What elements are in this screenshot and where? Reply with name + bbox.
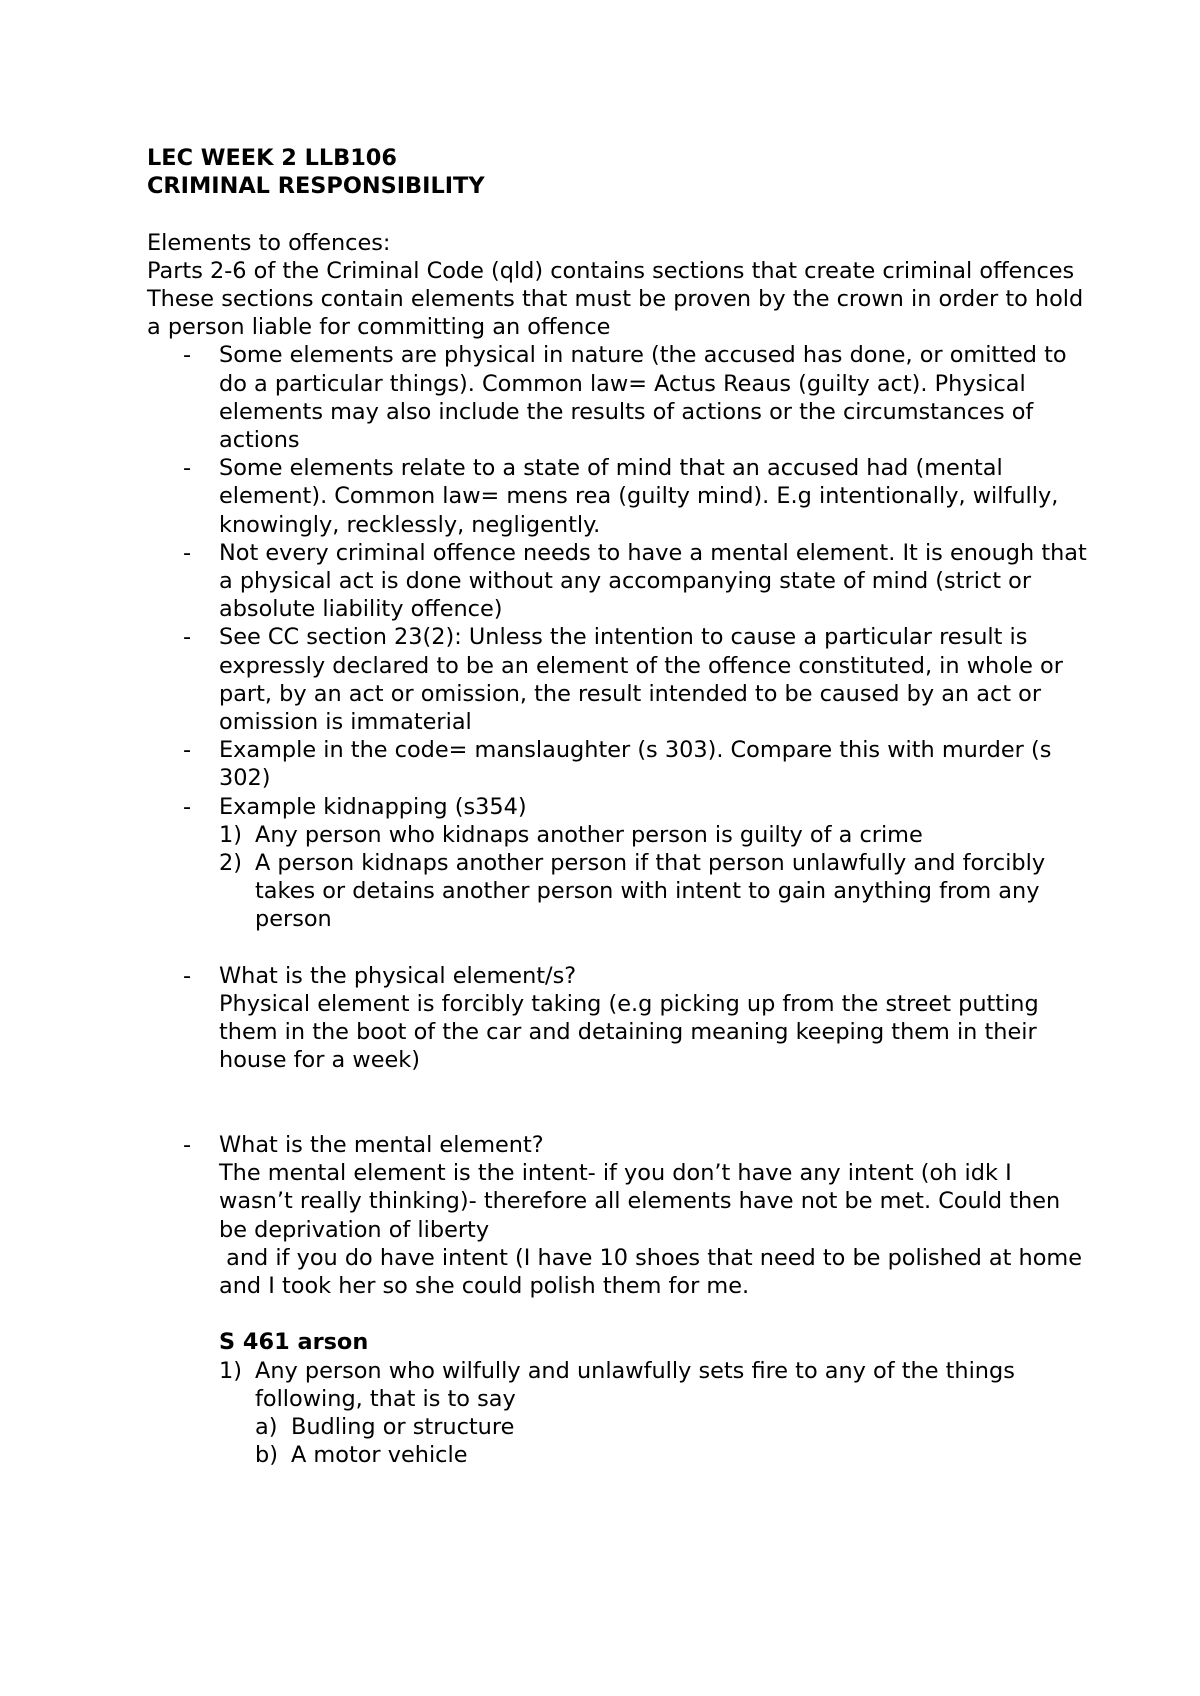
lettered-item	[147, 1441, 1087, 1469]
physical-question: What is the physical element/s?	[219, 962, 577, 989]
numbered-text: Any person who wilfully and unlawfully sets fire to any of the things following, that is to say	[255, 1357, 1022, 1412]
title-line-2: CRIMINAL RESPONSIBILITY	[147, 173, 485, 200]
numbered-item	[147, 821, 1087, 849]
bullet-text: See CC section 23(2): Unless the intention to cause a particular result is expressly declared to be an element of the offence constituted, in whole or part, by an act or omission, the result intended to be caused by an act or omission is immaterial	[219, 624, 1071, 736]
dash-marker: -	[183, 539, 192, 566]
item-number: 2)	[219, 850, 242, 877]
lettered-text: A motor vehicle	[291, 1442, 468, 1469]
bullet-text: Some elements are physical in nature (the accused has done, or omitted to do a particular things). Common law= Actus Reaus (guilty act). Physical elements may also include the results of actions or the circumstances of actions	[219, 342, 1074, 454]
arson-heading: S 461 arson	[219, 1329, 369, 1356]
dash-marker: -	[183, 793, 192, 820]
blank-line	[147, 934, 1087, 962]
bullet-item	[147, 736, 1087, 792]
item-number: 1)	[219, 821, 242, 848]
intro-paragraph-2: Parts 2-6 of the Criminal Code (qld) contains sections that create criminal offences	[147, 257, 1075, 284]
dash-marker: -	[183, 342, 192, 369]
mental-answer-2: and if you do have intent (I have 10 shoes that need to be polished at home and I took her so she could polish them for me.	[219, 1244, 1090, 1300]
bullet-item	[147, 341, 1087, 454]
blank-lines	[147, 1075, 1087, 1131]
physical-answer: Physical element is forcibly taking (e.g picking up from the street putting them in the boot of the car and detaining meaning keeping them in their house for a week)	[219, 991, 1046, 1074]
bullet-item	[147, 962, 1087, 1075]
bullet-item	[147, 793, 1087, 821]
mental-answer-1: The mental element is the intent- if you don’t have any intent (oh idk I wasn’t really thinking)- therefore all elements have not be met. Could then be deprivation of liberty	[219, 1160, 1068, 1243]
dash-marker: -	[183, 624, 192, 651]
numbered-text: A person kidnaps another person if that person unlawfully and forcibly takes or detains another person with intent to gain anything from any person	[255, 850, 1053, 933]
numbered-item	[147, 1357, 1087, 1413]
dash-marker: -	[183, 737, 192, 764]
bullet-item	[147, 454, 1087, 539]
arson-section	[147, 1328, 1087, 1356]
bullet-text: Some elements relate to a state of mind that an accused had (mental element). Common law= mens rea (guilty mind). E.g intentionally, wilfully, knowingly, recklessly, negligently.	[219, 455, 1066, 538]
bullet-item	[147, 539, 1094, 624]
document-body	[147, 144, 1094, 1469]
numbered-item	[147, 849, 1087, 934]
intro-paragraph-3: These sections contain elements that must be proven by the crown in order to hold a person liable for committing an offence	[147, 286, 1091, 341]
title-line-1: LEC WEEK 2 LLB106	[147, 145, 397, 171]
bullet-text: Example kidnapping (s354)	[219, 793, 527, 820]
bullet-text: Example in the code= manslaughter (s 303). Compare this with murder (s 302)	[219, 737, 1059, 792]
blank-line	[147, 1300, 1087, 1328]
intro-paragraph-1: Elements to offences:	[147, 229, 391, 256]
bullet-text: Not every criminal offence needs to have a mental element. It is enough that a physical act is done without any accompanying state of mind (strict or absolute liability offence)	[219, 539, 1094, 623]
lettered-text: Budling or structure	[291, 1414, 515, 1441]
numbered-text: Any person who kidnaps another person is guilty of a crime	[255, 821, 923, 848]
mental-question: What is the mental element?	[219, 1132, 544, 1159]
dash-marker: -	[183, 962, 192, 989]
item-letter: b)	[255, 1442, 278, 1469]
blank-line	[147, 200, 1087, 228]
dash-marker: -	[183, 1132, 192, 1159]
dash-marker: -	[183, 455, 192, 482]
bullet-item	[147, 623, 1087, 736]
lettered-item	[147, 1413, 1087, 1441]
item-letter: a)	[255, 1414, 278, 1441]
bullet-item	[147, 1131, 1090, 1300]
item-number: 1)	[219, 1357, 242, 1384]
